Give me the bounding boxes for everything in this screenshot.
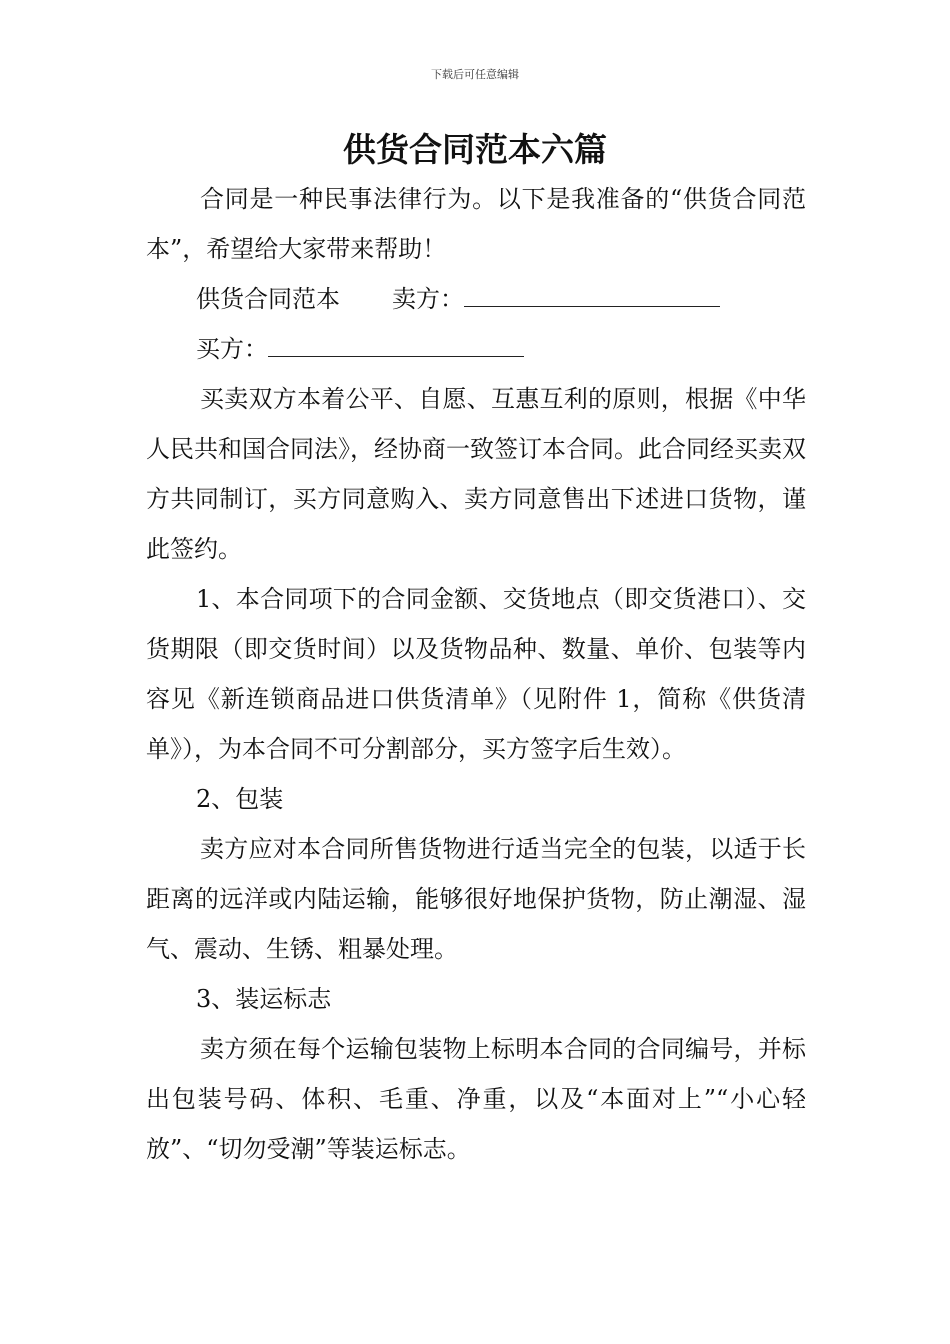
intro-paragraph: 合同是一种民事法律行为。以下是我准备的“供货合同范本”，希望给大家带来帮助！	[146, 185, 806, 263]
clause-2-body: 卖方应对本合同所售货物进行适当完全的包装，以适于长距离的远洋或内陆运输，能够很好地保护货物，防止潮湿、湿气、震动、生锈、粗暴处理。	[146, 835, 806, 963]
buyer-label: 买方：	[196, 335, 268, 363]
clause-2-heading: 2、包装	[196, 785, 284, 813]
seller-line	[146, 274, 806, 324]
header-note: 下载后可任意编辑	[431, 68, 519, 81]
seller-blank-field	[464, 284, 720, 307]
preamble-paragraph: 买卖双方本着公平、自愿、互惠互利的原则，根据《中华人民共和国合同法》，经协商一致签订本合同。此合同经买卖双方共同制订，买方同意购入、卖方同意售出下述进口货物，谨此签约。	[146, 385, 806, 563]
buyer-line	[146, 324, 806, 374]
clause-3-body: 卖方须在每个运输包装物上标明本合同的合同编号，并标出包装号码、体积、毛重、净重，以及“本面对上”“小心轻放”、“切勿受潮”等装运标志。	[146, 1035, 806, 1163]
contract-name: 供货合同范本	[196, 285, 340, 313]
buyer-blank-field	[268, 334, 524, 357]
clause-1: 1、本合同项下的合同金额、交货地点（即交货港口）、交货期限（即交货时间）以及货物品种、数量、单价、包装等内容见《新连锁商品进口供货清单》（见附件 1，简称《供货清单》），为本合同不可分割部分，买方签字后生效）。	[146, 585, 806, 763]
clause-3-heading: 3、装运标志	[196, 985, 332, 1013]
seller-label: 卖方：	[392, 285, 464, 313]
document-body	[146, 174, 806, 1174]
document-title: 供货合同范本六篇	[343, 130, 607, 169]
